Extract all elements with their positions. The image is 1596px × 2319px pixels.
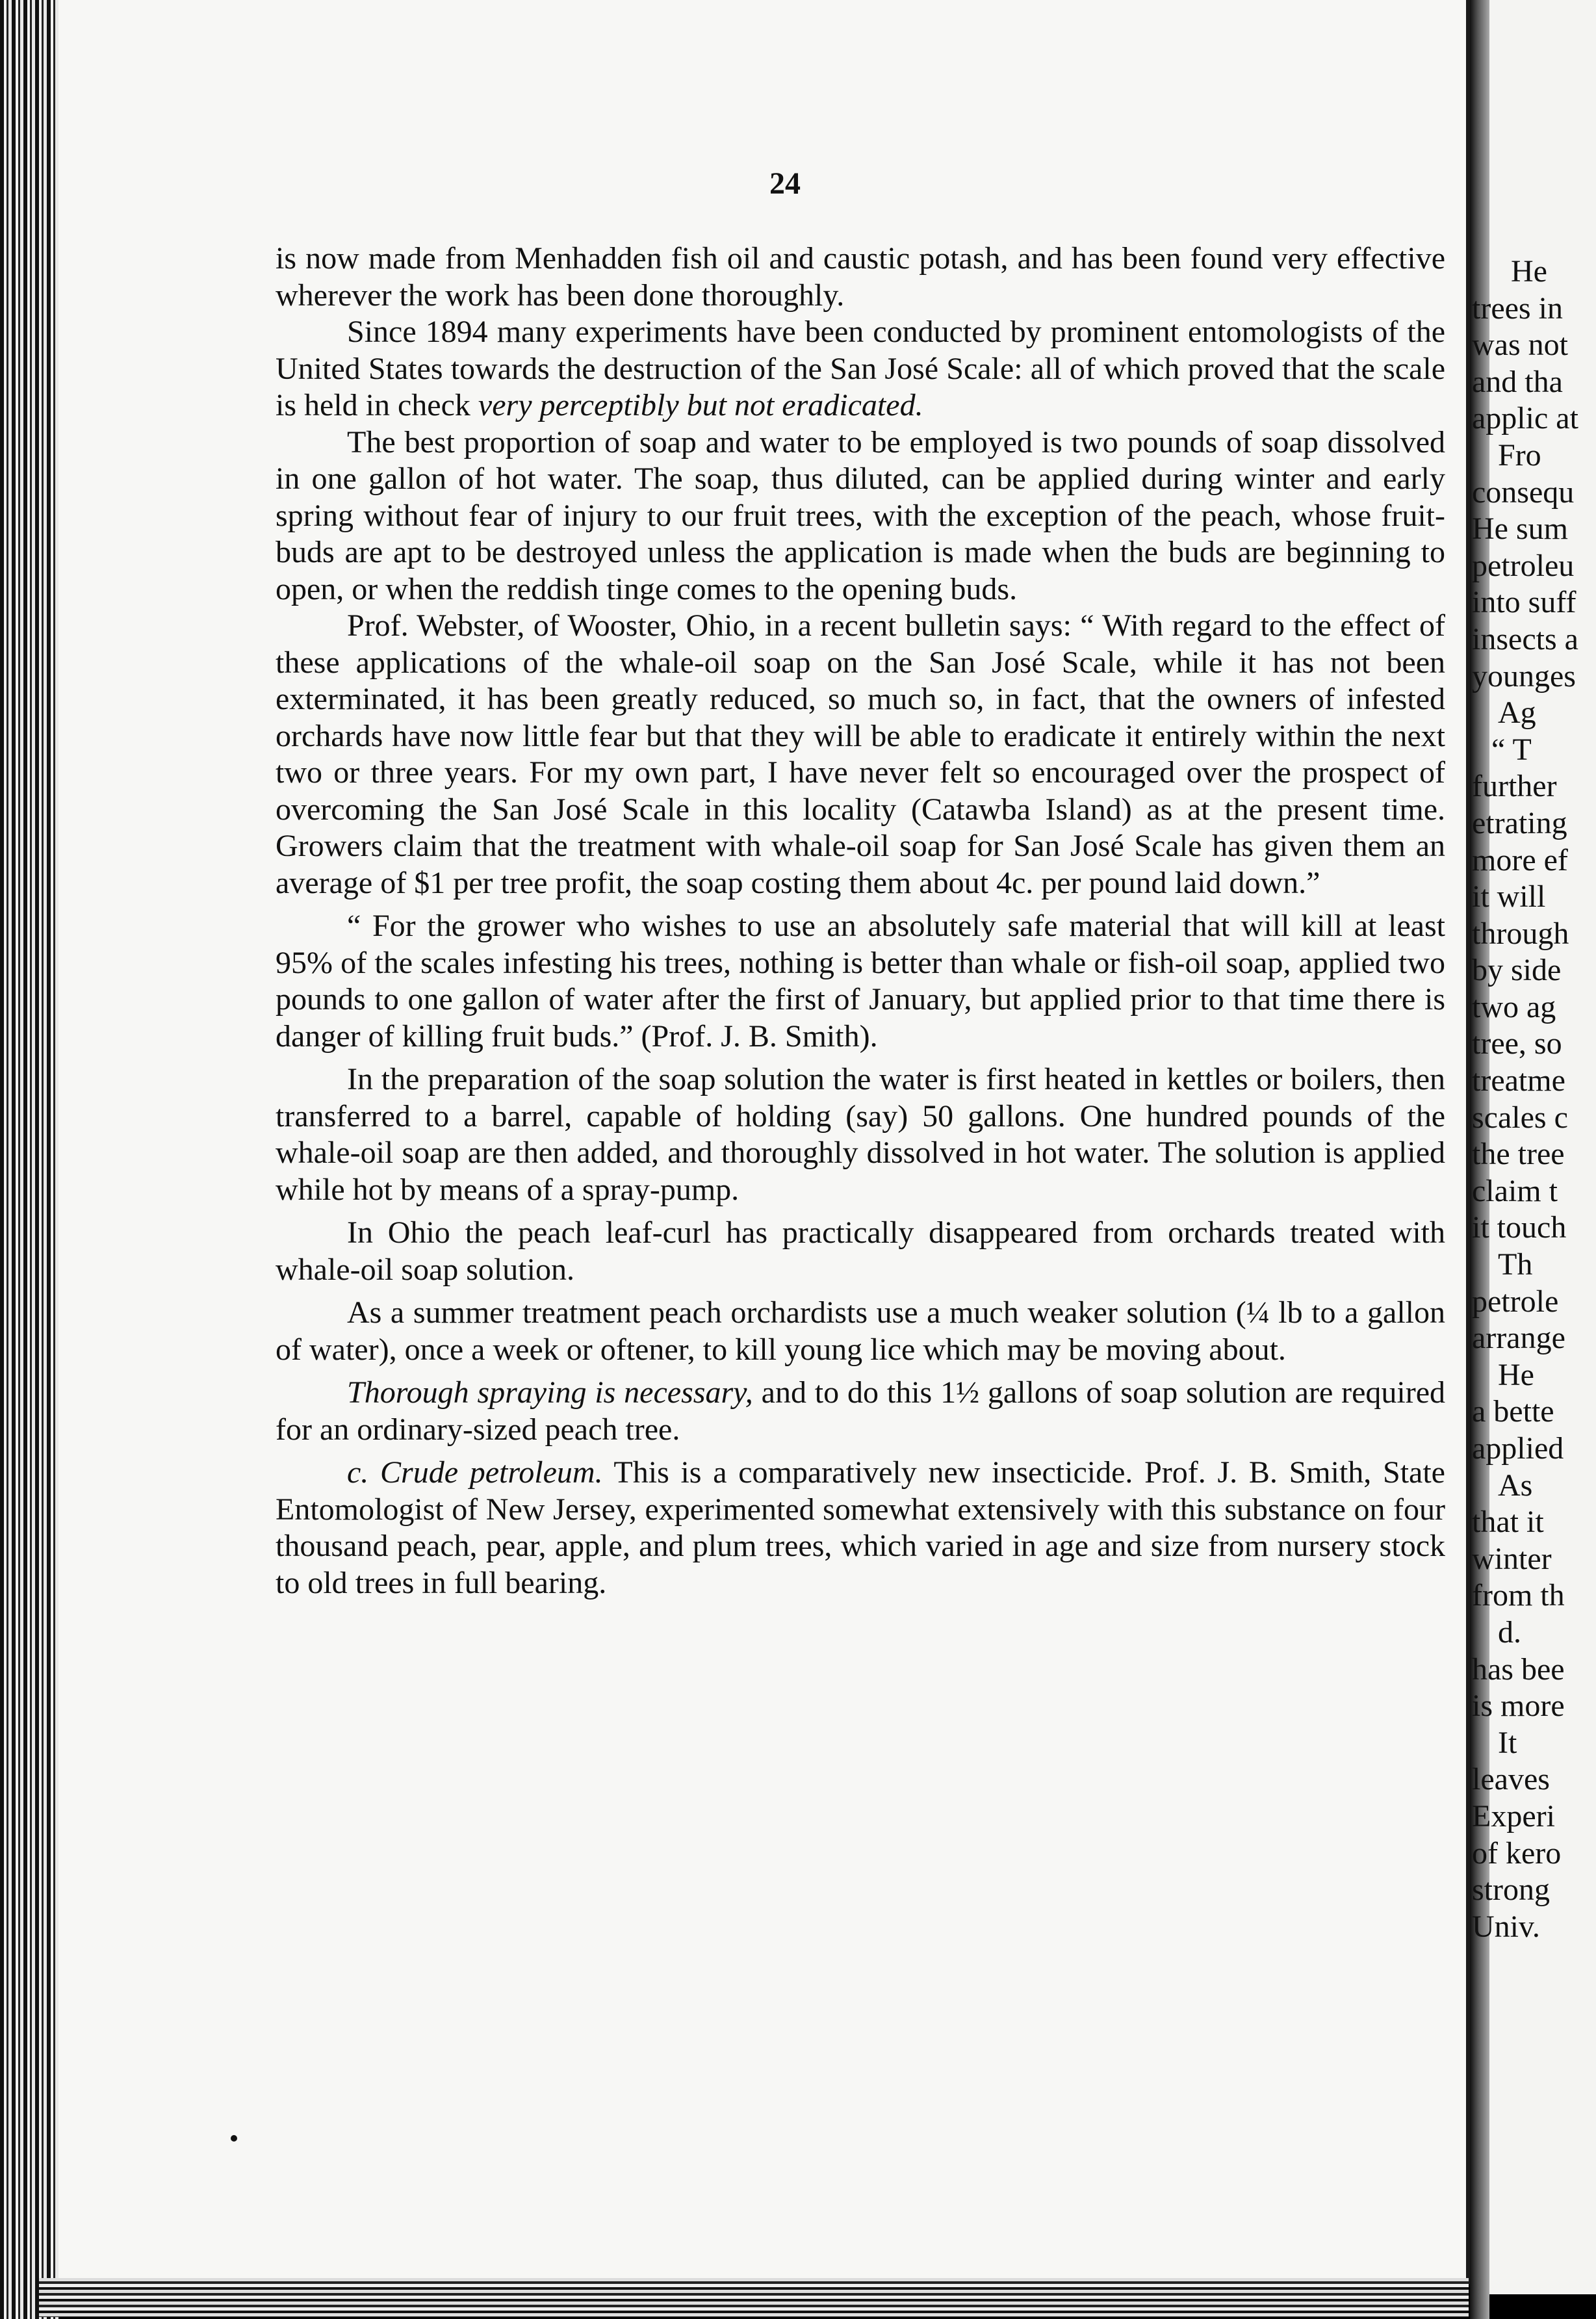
right-page-fragment: It [1498,1725,1517,1760]
right-page-fragment: from th [1472,1578,1565,1613]
right-page-fragment: claim t [1472,1173,1558,1208]
page-bottom-edge [39,2278,1469,2317]
right-page-fragment: applied [1472,1431,1564,1466]
right-page-fragment: He [1498,1357,1534,1392]
right-page-fragment: He [1511,254,1547,289]
paragraph-8: As a summer treatment peach orchardists use a much weaker solution (¼ lb to a gallon of water), once a week or oftener, to kill young lice which may be moving about. [276,1295,1445,1367]
right-page-fragment: Univ. [1472,1909,1540,1944]
right-page-fragment: trees in [1472,291,1563,326]
right-page-fragment: Th [1498,1247,1533,1282]
right-page-fragment: Experi [1472,1798,1555,1833]
right-page-fragment: applic at [1472,401,1578,436]
right-page-fragment: two ag [1472,989,1556,1024]
right-page-fragment: scales c [1472,1100,1568,1135]
right-page-fragment: Ag [1498,695,1536,731]
right-page-fragment: that it [1472,1505,1544,1540]
right-page-fragment: is more [1472,1689,1565,1724]
main-text-column [276,240,1445,1601]
right-page-fragment: d. [1498,1614,1521,1650]
right-page-fragment: through [1472,916,1569,951]
right-page-fragment: tree, so [1472,1026,1562,1061]
right-page-fragment: strong [1472,1872,1550,1908]
paragraph-6: In the preparation of the soap solution the water is first heated in kettles or boilers, then transferred to a barrel, capable of holding (say) 50 gallons. One hundred pounds of the whale-oil soap are then added, and thoroughly dissolved in hot water. The solution is applied while hot by means of a spray-pump. [276,1062,1445,1207]
right-page-fragment: As [1498,1468,1533,1503]
right-page-fragment: petrole [1472,1284,1559,1319]
right-page-fragment: more ef [1472,842,1568,877]
paragraph-9: Thorough spraying is necessary, and to do this 1½ gallons of soap solution are required for an ordinary-sized peach tree. [276,1375,1446,1447]
page-stack-edge [0,0,58,2319]
right-page-fragment: younges [1472,658,1576,693]
right-page-fragment: it touch [1472,1210,1567,1245]
paragraph-5: “ For the grower who wishes to use an absolutely safe material that will kill at least 95% of the scales infesting his trees, nothing is better than whale or fish-oil soap, applied two pounds to one gallon of water after the first of January, but applied prior to that time there is danger of killing fruit buds.” (Prof. J. B. Smith). [276,909,1445,1054]
right-page-fragment: treatme [1472,1063,1565,1098]
right-page-fragment: “ T [1491,732,1532,767]
right-page-fragment: Fro [1498,437,1541,473]
right-page-fragment: consequ [1472,474,1575,510]
right-page-fragment: of kero [1472,1835,1562,1871]
right-page-fragment: it will [1472,879,1546,914]
right-page-fragment: He sum [1472,512,1568,547]
right-page-fragment: by side [1472,953,1562,988]
right-page-fragment: insects a [1472,621,1578,656]
right-page-fragment: a bette [1472,1394,1554,1429]
ink-speck [231,2135,237,2142]
right-page-fragment: winter [1472,1541,1552,1576]
right-page-fragment: has bee [1472,1652,1565,1687]
right-page-fragment: into suff [1472,585,1577,620]
right-page-fragment: leaves [1472,1762,1550,1797]
paragraph-7: In Ohio the peach leaf-curl has practically disappeared from orchards treated with whale-oil soap solution. [276,1215,1445,1287]
right-page-fragment: and tha [1472,364,1563,399]
page-number: 24 [769,166,801,201]
right-page-fragment: arrange [1472,1321,1565,1356]
right-page-fragment: further [1472,769,1557,804]
paragraph-1: is now made from Menhadden fish oil and caustic potash, and has been found very effective wherever the work has been done thoroughly. [276,241,1445,313]
paragraph-3: The best proportion of soap and water to be employed is two pounds of soap dissolved in one gallon of hot water. The soap, thus diluted, can be applied during winter and early spring without fear of injury to our fruit trees, with the exception of the peach, whose fruit-buds are apt to be destroyed unless the application is made when the buds are beginning to open, or when the reddish tinge comes to the opening buds. [276,424,1445,606]
right-page-fragment: the tree [1472,1137,1565,1172]
right-page-text-fragments [1472,253,1596,1945]
paragraph-4: Prof. Webster, of Wooster, Ohio, in a recent bulletin says: “ With regard to the effect of these applications of the whale-oil soap on the San José Scale, while it has not been exterminated, it has been greatly reduced, so much so, in fact, that the owners of infested orchards have now little fear but that they will be able to eradicate it entirely within the next two or three years. For my own part, I have never felt so encouraged over the prospect of overcoming the San José Scale in this locality (Catawba Island) as at the present time. Growers claim that the treatment with whale-oil soap for San José Scale has given them an average of $1 per tree profit, the soap costing them about 4c. per pound laid down.” [276,608,1445,900]
right-page-fragment: etrating [1472,805,1567,840]
paragraph-2: Since 1894 many experiments have been conducted by prominent entomologists of the United States towards the destruction of the San José Scale: all of which proved that the scale is held in check very perceptibly but not eradicated. [276,315,1445,422]
right-page-fragment: petroleu [1472,548,1575,583]
paragraph-10: c. Crude petroleum. This is a comparatively new insecticide. Prof. J. B. Smith, State Entomologist of New Jersey, experimented somewhat extensively with this substance on four thousand peach, pear, apple, and plum trees, which varied in age and size from nursery stock to old trees in full bearing. [276,1455,1445,1600]
right-page-fragment: was not [1472,328,1568,363]
